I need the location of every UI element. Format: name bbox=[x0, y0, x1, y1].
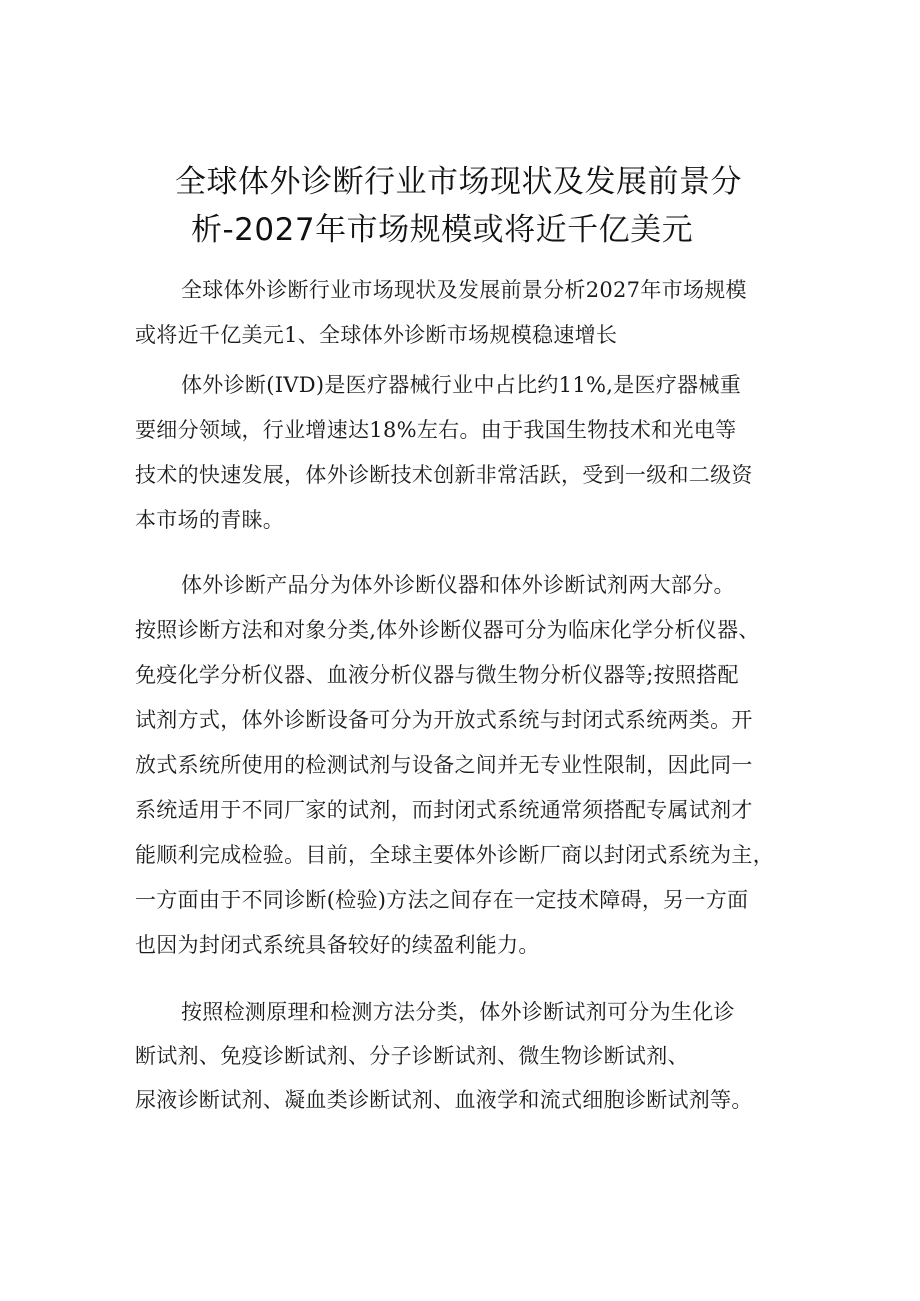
paragraph-line: 按照诊断方法和对象分类,体外诊断仪器可分为临床化学分析仪器、 bbox=[135, 618, 760, 642]
paragraph-line: 技术的快速发展，体外诊断技术创新非常活跃，受到一级和二级资 bbox=[135, 463, 753, 487]
title-line-2: 析-2027年市场规模或将近千亿美元 bbox=[191, 212, 694, 248]
title-line-1: 全球体外诊断行业市场现状及发展前景分 bbox=[175, 164, 742, 200]
paragraph-line: 放式系统所使用的检测试剂与设备之间并无专业性限制，因此同一 bbox=[135, 753, 753, 777]
paragraph-line: 免疫化学分析仪器、血液分析仪器与微生物分析仪器等;按照搭配 bbox=[135, 663, 739, 687]
paragraph-line: 全球体外诊断行业市场现状及发展前景分析2027年市场规模 bbox=[181, 278, 747, 302]
paragraph-intro bbox=[135, 268, 805, 358]
paragraph-line: 要细分领域，行业增速达18%左右。由于我国生物技术和光电等 bbox=[135, 418, 737, 442]
paragraph-line: 能顺利完成检验。目前，全球主要体外诊断厂商以封闭式系统为主， bbox=[135, 843, 774, 867]
paragraph-line: 或将近千亿美元1、全球体外诊断市场规模稳速增长 bbox=[135, 323, 618, 347]
paragraph-line: 本市场的青睐。 bbox=[135, 508, 285, 532]
paragraph-line: 也因为封闭式系统具备较好的续盈利能力。 bbox=[135, 933, 540, 957]
paragraph-ivd-overview bbox=[135, 363, 805, 543]
paragraph-ivd-products bbox=[135, 563, 805, 968]
paragraph-line: 断试剂、免疫诊断试剂、分子诊断试剂、微生物诊断试剂、 bbox=[135, 1044, 689, 1068]
paragraph-line: 试剂方式，体外诊断设备可分为开放式系统与封闭式系统两类。开 bbox=[135, 708, 753, 732]
paragraph-line: 一方面由于不同诊断(检验)方法之间存在一定技术障碍，另一方面 bbox=[135, 888, 749, 912]
paragraph-line: 体外诊断(IVD)是医疗器械行业中占比约11%,是医疗器械重 bbox=[181, 373, 742, 397]
paragraph-line: 尿液诊断试剂、凝血类诊断试剂、血液学和流式细胞诊断试剂等。 bbox=[135, 1088, 753, 1112]
paragraph-reagent-types bbox=[135, 990, 805, 1122]
paragraph-line: 系统适用于不同厂家的试剂，而封闭式系统通常须搭配专属试剂才 bbox=[135, 798, 753, 822]
document-title bbox=[175, 158, 815, 254]
paragraph-line: 按照检测原理和检测方法分类，体外诊断试剂可分为生化诊 bbox=[181, 1000, 735, 1024]
paragraph-line: 体外诊断产品分为体外诊断仪器和体外诊断试剂两大部分。 bbox=[181, 573, 735, 597]
